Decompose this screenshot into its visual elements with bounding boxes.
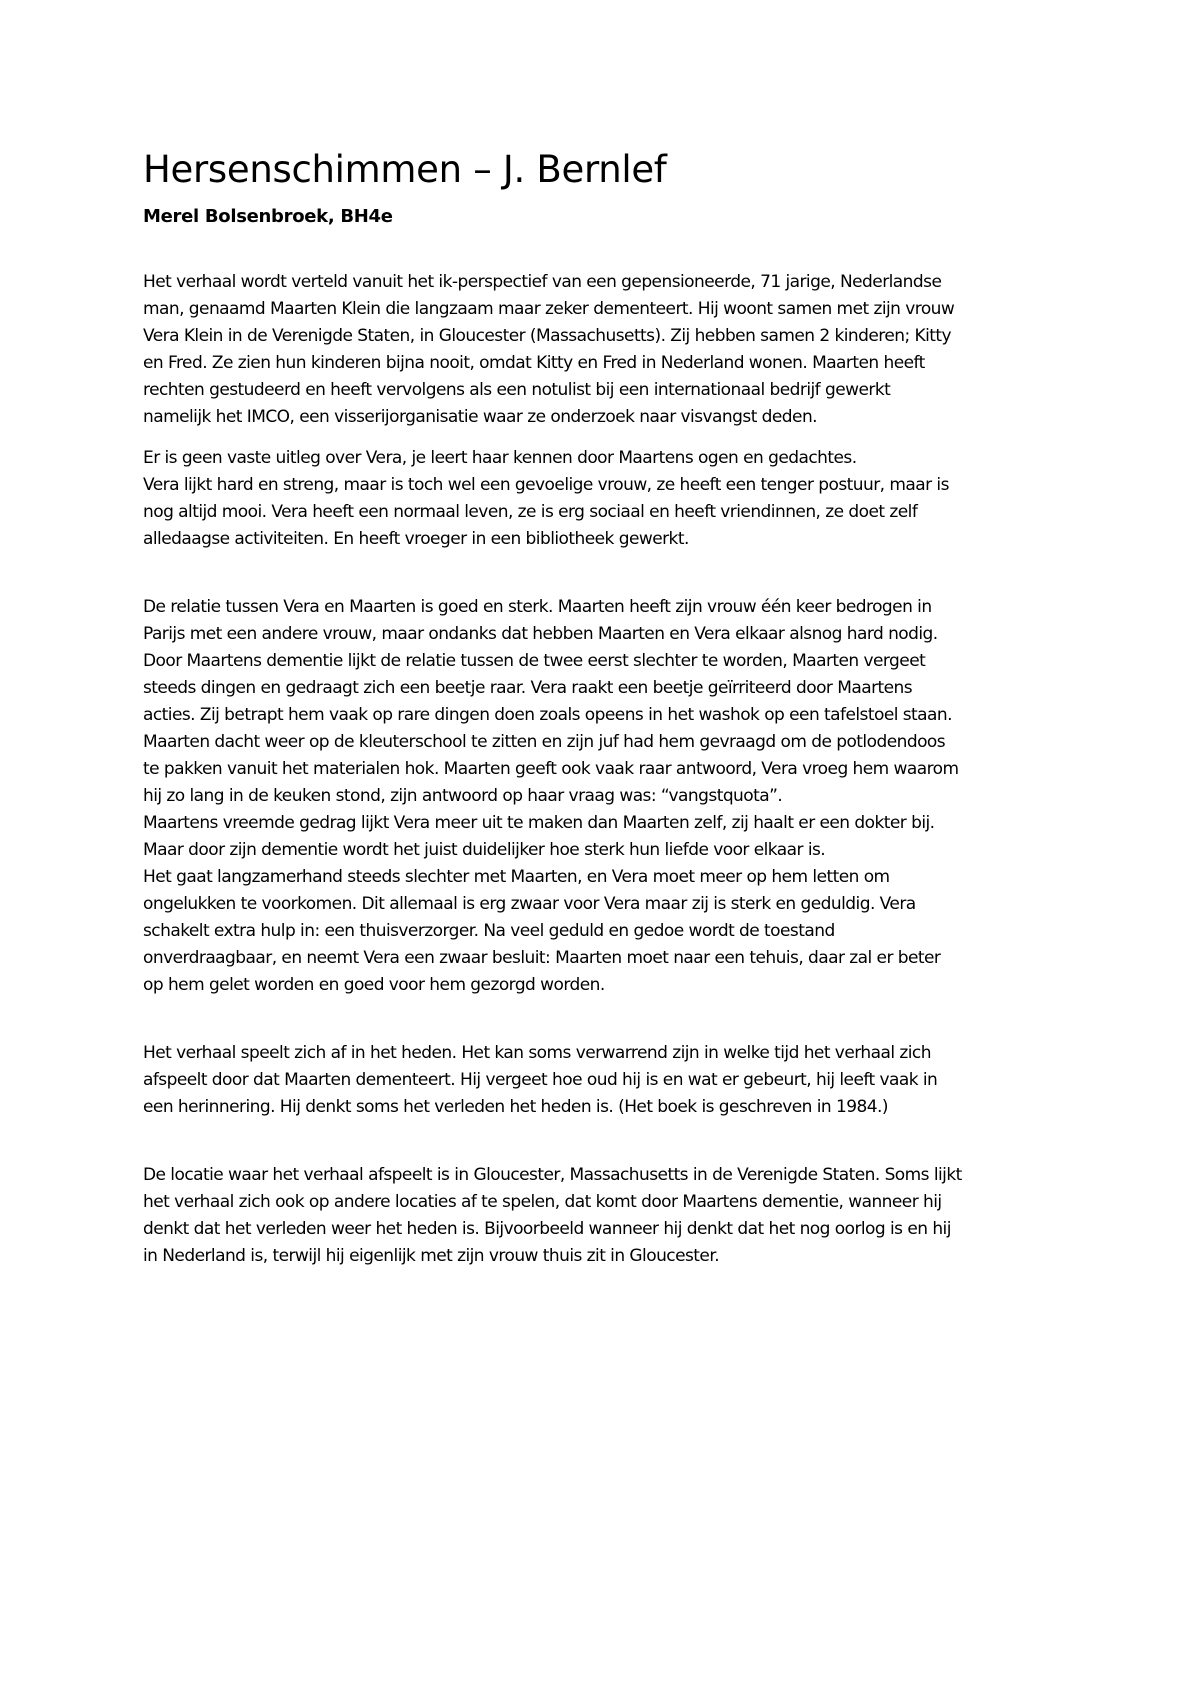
text-line: Maar door zijn dementie wordt het juist duidelijker hoe sterk hun liefde voor elkaar is. xyxy=(143,840,826,860)
text-line: alledaagse activiteiten. En heeft vroeger in een bibliotheek gewerkt. xyxy=(143,529,689,549)
document-title: Hersenschimmen – J. Bernlef xyxy=(143,148,667,191)
text-line: te pakken vanuit het materialen hok. Maarten geeft ook vaak raar antwoord, Vera vroeg hem waarom xyxy=(143,759,959,779)
text-line: steeds dingen en gedraagt zich een beetje raar. Vera raakt een beetje geïrriteerd door Maartens xyxy=(143,678,913,698)
text-line: rechten gestudeerd en heeft vervolgens als een notulist bij een internationaal bedrijf gewerkt xyxy=(143,380,891,400)
text-line: Vera Klein in de Verenigde Staten, in Gloucester (Massachusetts). Zij hebben samen 2 kinderen; Kitty xyxy=(143,326,952,346)
text-line: Het verhaal speelt zich af in het heden. Het kan soms verwarrend zijn in welke tijd het verhaal zich xyxy=(143,1043,931,1063)
text-line: Door Maartens dementie lijkt de relatie tussen de twee eerst slechter te worden, Maarten vergeet xyxy=(143,651,926,671)
text-line: Vera lijkt hard en streng, maar is toch wel een gevoelige vrouw, ze heeft een tenger postuur, maar is xyxy=(143,475,949,495)
text-line: op hem gelet worden en goed voor hem gezorgd worden. xyxy=(143,975,605,995)
text-line: Er is geen vaste uitleg over Vera, je leert haar kennen door Maartens ogen en gedachtes. xyxy=(143,448,857,468)
text-line: Maarten dacht weer op de kleuterschool te zitten en zijn juf had hem gevraagd om de potlodendoos xyxy=(143,732,946,752)
text-line: ongelukken te voorkomen. Dit allemaal is erg zwaar voor Vera maar zij is sterk en geduldig. Vera xyxy=(143,894,916,914)
author-line: Merel Bolsenbroek, BH4e xyxy=(143,206,393,227)
text-line: schakelt extra hulp in: een thuisverzorger. Na veel geduld en gedoe wordt de toestand xyxy=(143,921,835,941)
text-line: Maartens vreemde gedrag lijkt Vera meer uit te maken dan Maarten zelf, zij haalt er een dokter bij. xyxy=(143,813,935,833)
text-line: in Nederland is, terwijl hij eigenlijk met zijn vrouw thuis zit in Gloucester. xyxy=(143,1246,720,1266)
text-line: acties. Zij betrapt hem vaak op rare dingen doen zoals opeens in het washok op een tafelstoel staan. xyxy=(143,705,952,725)
text-line: man, genaamd Maarten Klein die langzaam maar zeker dementeert. Hij woont samen met zijn vrouw xyxy=(143,299,955,319)
text-line: een herinnering. Hij denkt soms het verleden het heden is. (Het boek is geschreven in 1984.) xyxy=(143,1097,888,1117)
text-line: namelijk het IMCO, een visserijorganisatie waar ze onderzoek naar visvangst deden. xyxy=(143,407,818,427)
text-line: nog altijd mooi. Vera heeft een normaal leven, ze is erg sociaal en heeft vriendinnen, ze doet zelf xyxy=(143,502,918,522)
text-line: De relatie tussen Vera en Maarten is goed en sterk. Maarten heeft zijn vrouw één keer bedrogen in xyxy=(143,597,932,617)
text-line: Het verhaal wordt verteld vanuit het ik-perspectief van een gepensioneerde, 71 jarige, Nederlandse xyxy=(143,272,942,292)
text-line: denkt dat het verleden weer het heden is. Bijvoorbeeld wanneer hij denkt dat het nog oorlog is en hij xyxy=(143,1219,951,1239)
text-line: Het gaat langzamerhand steeds slechter met Maarten, en Vera moet meer op hem letten om xyxy=(143,867,890,887)
text-line: en Fred. Ze zien hun kinderen bijna nooit, omdat Kitty en Fred in Nederland wonen. Maarten heeft xyxy=(143,353,925,373)
text-line: Parijs met een andere vrouw, maar ondanks dat hebben Maarten en Vera elkaar alsnog hard nodig. xyxy=(143,624,938,644)
text-line: De locatie waar het verhaal afspeelt is in Gloucester, Massachusetts in de Verenigde Staten. Soms lijkt xyxy=(143,1165,962,1185)
text-line: afspeelt door dat Maarten dementeert. Hij vergeet hoe oud hij is en wat er gebeurt, hij leeft vaak in xyxy=(143,1070,938,1090)
text-line: hij zo lang in de keuken stond, zijn antwoord op haar vraag was: “vangstquota”. xyxy=(143,786,783,806)
text-line: onverdraagbaar, en neemt Vera een zwaar besluit: Maarten moet naar een tehuis, daar zal er beter xyxy=(143,948,941,968)
text-line: het verhaal zich ook op andere locaties af te spelen, dat komt door Maartens dementie, wanneer hij xyxy=(143,1192,942,1212)
